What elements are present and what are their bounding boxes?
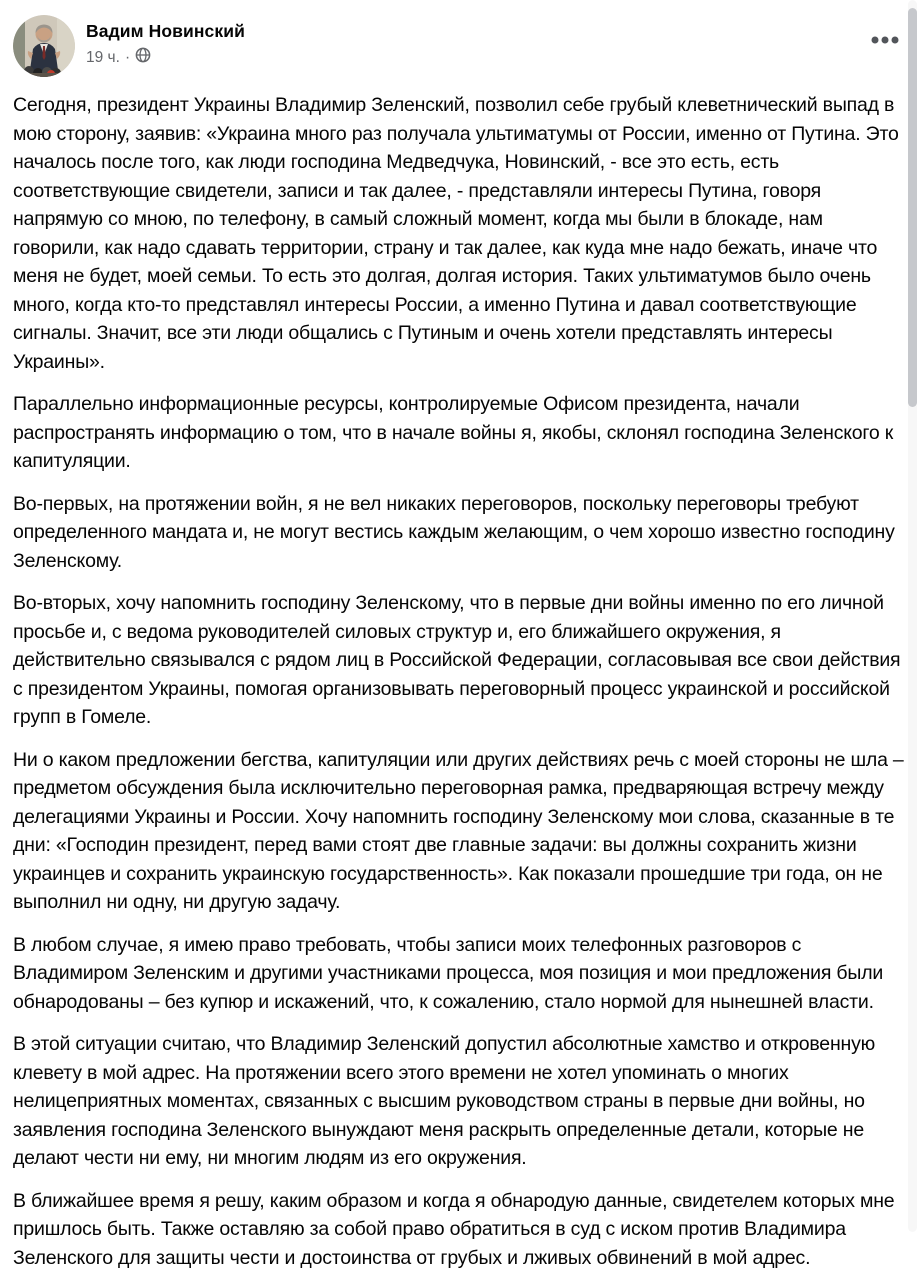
post-paragraph: Во-первых, на протяжении войн, я не вел никаких переговоров, поскольку переговоры требуют определенного мандата и, не могут вестись каждым желающим, о чем хорошо известно господину Зеленскому. — [13, 490, 904, 576]
post-paragraph: В ближайшее время я решу, каким образом и когда я обнародую данные, свидетелем которых мне пришлось быть. Также оставляю за собой право обратиться в суд с иском против Владимира Зеленского для защиты чести и достоинства от грубых и лживых обвинений в мой адрес. — [13, 1187, 904, 1272]
post-paragraph: В любом случае, я имею право требовать, чтобы записи моих телефонных разговоров с Владимиром Зеленским и другими участниками процесса, моя позиция и мои предложения были обнародованы – без купюр и искажений, что, к сожалению, стало нормой для нынешней власти. — [13, 931, 904, 1017]
header-info — [86, 15, 245, 68]
post-paragraph: Во-вторых, хочу напомнить господину Зеленскому, что в первые дни войны именно по его личной просьбе и, с ведома руководителей силовых структур и, его ближайшего окружения, я действительно связывался с рядом лиц в Российской Федерации, согласовывая все свои действия с президентом Украины, помогая организовывать переговорный процесс украинской и российской групп в Гомеле. — [13, 589, 904, 732]
meta-separator: · — [125, 48, 130, 67]
more-options-button[interactable] — [868, 26, 902, 54]
post-paragraph: Ни о каком предложении бегства, капитуляции или других действиях речь с моей стороны не шла – предметом обсуждения была исключительно переговорная рамка, предваряющая встречу между делегациями Украины и России. Хочу напомнить господину Зеленскому мои слова, сказанные в те дни: «Господин президент, перед вами стоят две главные задачи: вы должны сохранить жизни украинцев и сохранить украинскую государственность». Как показали прошедшие три года, он не выполнил ни одну, ни другую задачу. — [13, 746, 904, 917]
post-header — [0, 0, 920, 85]
post-body — [0, 85, 920, 1272]
post-paragraph: Сегодня, президент Украины Владимир Зеленский, позволил себе грубый клеветнический выпад в мою сторону, заявив: «Украина много раз получала ультиматумы от России, именно от Путина. Это началось после того, как люди господина Медведчука, Новинский, - все это есть, есть соответствующие свидетели, записи и так далее, - представляли интересы Путина, говоря напрямую со мною, по телефону, в самый сложный момент, когда мы были в блокаде, нам говорили, как надо сдавать территории, страну и так далее, как куда мне надо бежать, иначе что меня не будет, моей семьи. То есть это долгая, долгая история. Таких ультиматумов было очень много, когда кто-то представлял интересы России, а именно Путина и давал соответствующие сигналы. Значит, все эти люди общались с Путиным и очень хотели представлять интересы Украины». — [13, 91, 904, 376]
post-paragraph: В этой ситуации считаю, что Владимир Зеленский допустил абсолютные хамство и откровенную клевету в мой адрес. На протяжении всего этого времени не хотел упоминать о многих нелицеприятных моментах, связанных с высшим руководством страны в первые дни войны, но заявления господина Зеленского вынуждают меня раскрыть определенные детали, которые не делают чести ни ему, ни многим людям из его окружения. — [13, 1030, 904, 1173]
post-paragraph: Параллельно информационные ресурсы, контролируемые Офисом президента, начали распространять информацию о том, что в начале войны я, якобы, склонял господина Зеленского к капитуляции. — [13, 390, 904, 476]
timestamp[interactable]: 19 ч. — [86, 48, 120, 67]
more-options-icon — [870, 35, 900, 45]
profile-photo[interactable] — [13, 15, 75, 77]
avatar-illustration — [13, 15, 75, 77]
post-meta — [86, 47, 245, 68]
globe-icon — [135, 47, 151, 68]
author-name[interactable]: Вадим Новинский — [86, 20, 245, 42]
scrollbar-thumb[interactable] — [908, 8, 917, 407]
